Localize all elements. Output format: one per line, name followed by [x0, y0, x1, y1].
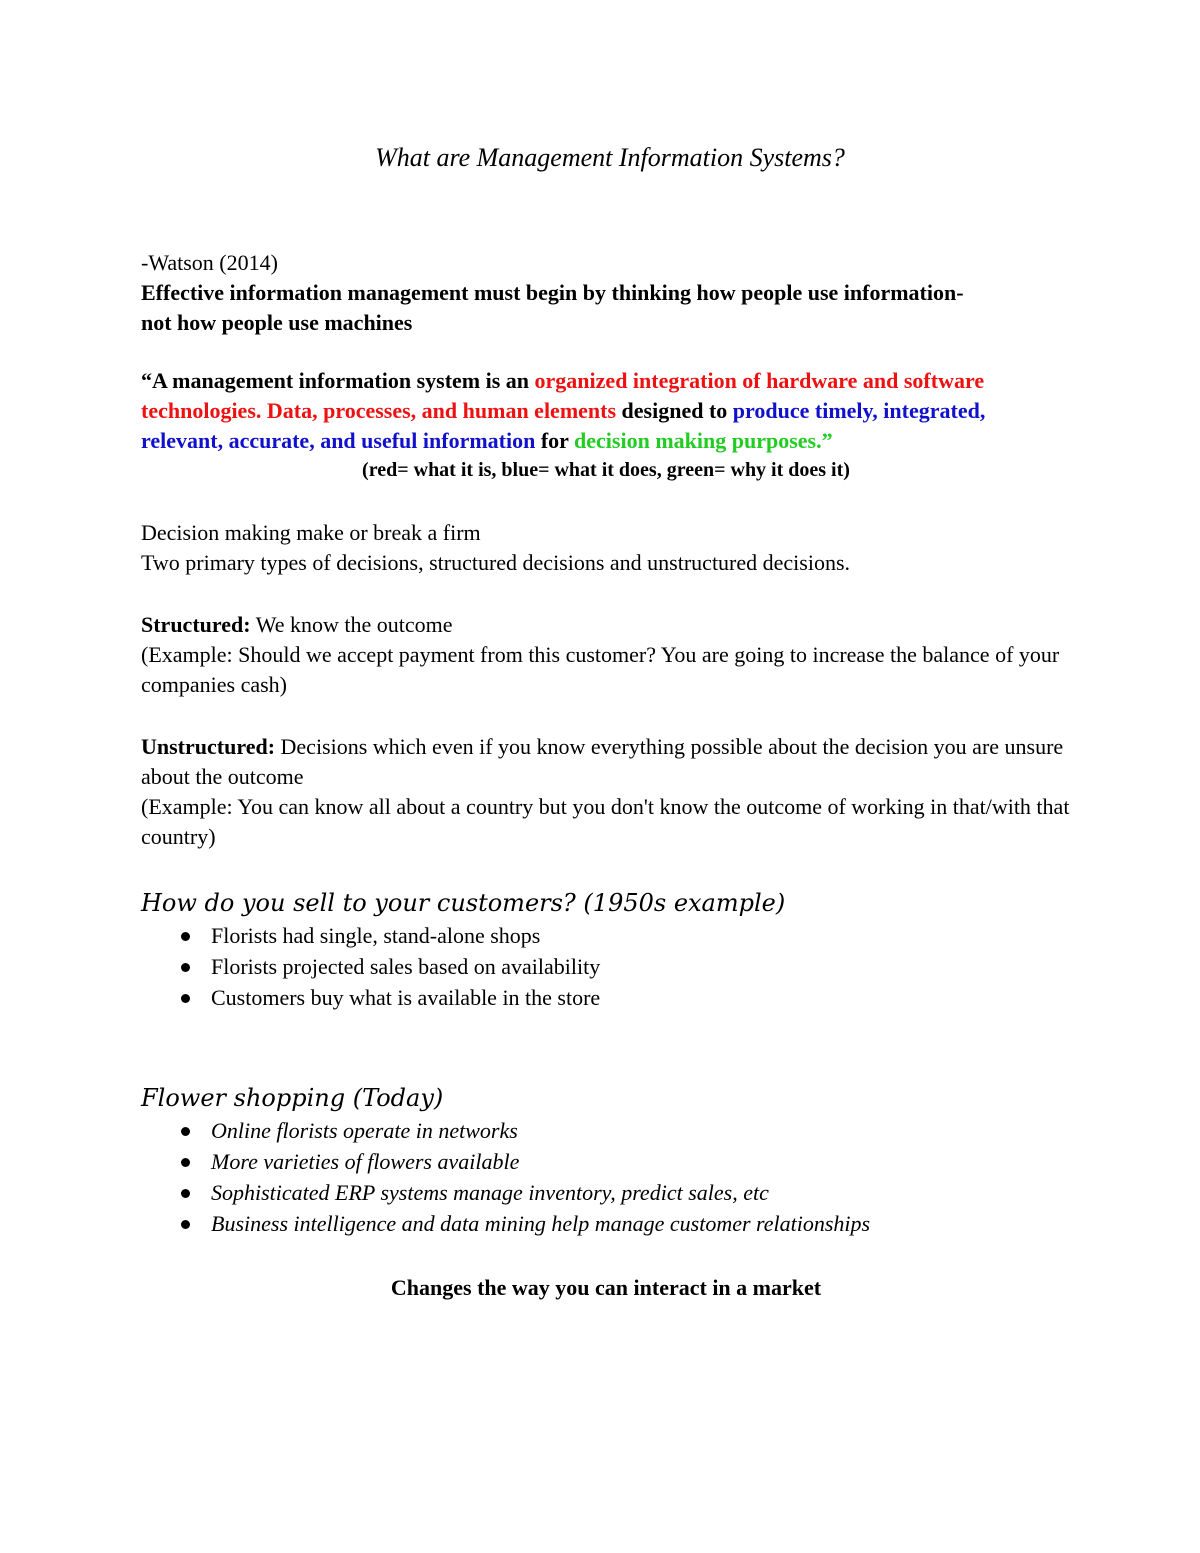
spacer [141, 700, 1071, 732]
document-page [141, 140, 1071, 1303]
bullet-icon [181, 1127, 190, 1136]
list-item [141, 1208, 1071, 1239]
quote-part-designed: designed to [616, 398, 733, 423]
bullet-icon [181, 963, 190, 972]
list-item [141, 982, 1071, 1013]
spacer [141, 1239, 1071, 1273]
mis-definition-quote [141, 366, 1071, 456]
spacer [141, 578, 1071, 610]
today-list [141, 1115, 1071, 1239]
document-title: What are Management Information Systems? [375, 143, 845, 172]
spacer [141, 484, 1071, 518]
unstructured-text: Decisions which even if you know everything possible about the decision you are unsure about the outcome [141, 734, 1064, 789]
bullet-icon [181, 994, 190, 1003]
list-item-text: Online florists operate in networks [211, 1118, 518, 1143]
unstructured-label: Unstructured: [141, 734, 276, 759]
quote-part-why-it-does-it: decision making purposes.” [574, 428, 833, 453]
today-heading: Flower shopping (Today) [141, 1084, 444, 1112]
color-legend: (red= what it is, blue= what it does, green= why it does it) [362, 459, 850, 481]
unstructured-example: (Example: You can know all about a country but you don't know the outcome of working in that/with that country) [141, 794, 1070, 849]
bullet-icon [181, 1158, 190, 1167]
list-item [141, 1177, 1071, 1208]
bullet-icon [181, 1220, 190, 1229]
list-item [141, 951, 1071, 982]
conclusion: Changes the way you can interact in a market [390, 1275, 822, 1300]
bullet-icon [181, 1189, 190, 1198]
list-item [141, 920, 1071, 951]
bullet-icon [181, 932, 190, 941]
watson-quote-line-1: Effective information management must begin by thinking how people use information- [141, 280, 964, 305]
decision-line-2: Two primary types of decisions, structured decisions and unstructured decisions. [141, 550, 851, 575]
structured-text: We know the outcome [250, 612, 453, 637]
spacer [141, 852, 1071, 886]
spacer [141, 176, 1071, 248]
spacer [141, 338, 1071, 366]
structured-example: (Example: Should we accept payment from this customer? You are going to increase the balance of your companies cash) [141, 642, 1060, 697]
unstructured-definition [141, 732, 1071, 792]
structured-label: Structured: [141, 612, 251, 637]
list-item-text: Business intelligence and data mining help manage customer relationships [211, 1211, 871, 1236]
list-item-text: More varieties of flowers available [211, 1149, 520, 1174]
list-item-text: Sophisticated ERP systems manage inventory, predict sales, etc [211, 1180, 769, 1205]
spacer [141, 1013, 1071, 1081]
watson-citation: -Watson (2014) [141, 250, 278, 275]
list-item-text: Customers buy what is available in the store [211, 985, 601, 1010]
list-item-text: Florists projected sales based on availability [211, 954, 601, 979]
sell-1950s-list [141, 920, 1071, 1013]
list-item-text: Florists had single, stand-alone shops [211, 923, 541, 948]
sell-1950s-heading: How do you sell to your customers? (1950s example) [141, 889, 786, 917]
watson-quote-line-2: not how people use machines [141, 310, 413, 335]
decision-line-1: Decision making make or break a firm [141, 520, 481, 545]
quote-part-for: for [535, 428, 575, 453]
list-item [141, 1115, 1071, 1146]
quote-part-what-it-does: produce timely, integrated, relevant, accurate, and useful information [141, 398, 986, 453]
quote-part-intro: “A management information system is an [141, 368, 535, 393]
structured-definition [141, 610, 1071, 640]
list-item [141, 1146, 1071, 1177]
quote-part-what-it-is: organized integration of hardware and software technologies. Data, processes, and human elements [141, 368, 985, 423]
